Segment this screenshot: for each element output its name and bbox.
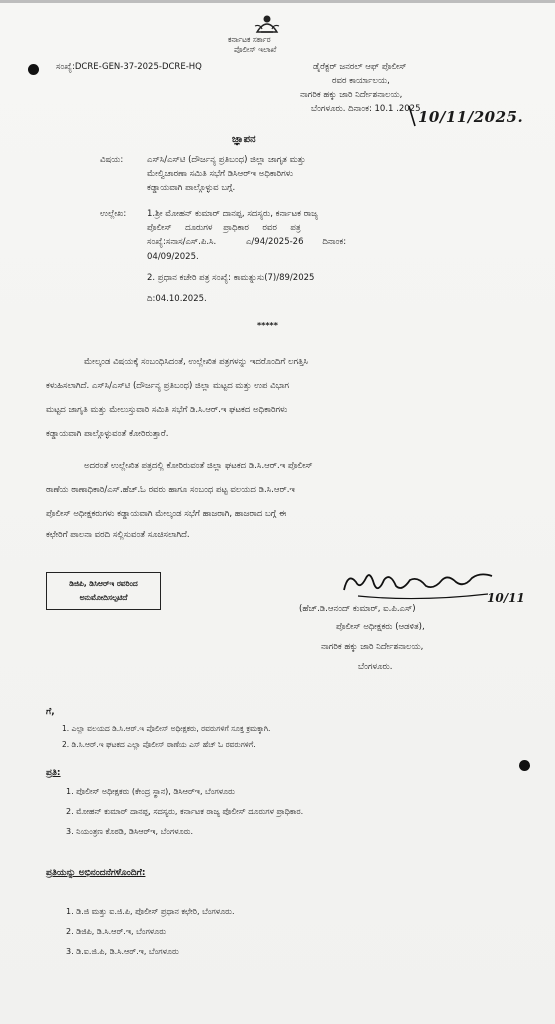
emblem-line1: ಕರ್ನಾಟಕ ಸರ್ಕಾರ	[228, 35, 271, 44]
body-para1-line3: ಮಟ್ಟದ ಜಾಗೃತಿ ಮತ್ತು ಮೇಲುಸ್ತುವಾರಿ ಸಮಿತಿ ಸಭೆಗೆ ಡಿ.ಸಿ.ಆರ್.ಇ ಘಟಕದ ಅಧಿಕಾರಿಗಳು	[46, 405, 288, 415]
copy-item: 3. ನಿಯಂತ್ರಣ ಕೊಠಡಿ, ಡಿಸಿಆರ್‌ಇ, ಬೆಂಗಳೂರು.	[66, 827, 194, 836]
reference-item2-line2: ದಿ:04.10.2025.	[147, 294, 207, 304]
copy-item: 2. ಮೋಹನ್ ಕುಮಾರ್ ದಾನಪ್ಪ, ಸದಸ್ಯರು, ಕರ್ನಾಟಕ ರಾಜ್ಯ ಪೊಲೀಸ್ ದೂರುಗಳ ಪ್ರಾಧಿಕಾರ.	[66, 807, 304, 816]
body-para1-line1: ಮೇಲ್ಕಂಡ ವಿಷಯಕ್ಕೆ ಸಂಬಂಧಿಸಿದಂತೆ, ಉಲ್ಲೇಖಿತ ಪತ್ರಗಳನ್ನು ಇದರೊಂದಿಗೆ ಲಗತ್ತಿಸಿ	[84, 357, 308, 367]
signature-initials: 10/11	[487, 591, 525, 605]
office-line2: ರವರ ಕಾರ್ಯಾಲಯ,	[332, 76, 390, 86]
handwritten-mark	[406, 104, 418, 128]
body-para2-line1: ಅದರಂತೆ ಉಲ್ಲೇಖಿತ ಪತ್ರದಲ್ಲಿ ಕೋರಿರುವಂತೆ ಜಿಲ್ಲಾ ಘಟಕದ ಡಿ.ಸಿ.ಆರ್.ಇ ಪೊಲೀಸ್	[84, 461, 313, 471]
office-line3: ನಾಗರಿಕ ಹಕ್ಕು ಜಾರಿ ನಿರ್ದೇಶನಾಲಯ,	[300, 90, 403, 100]
body-para1-line4: ಕಡ್ಡಾಯವಾಗಿ ಪಾಲ್ಗೊಳ್ಳುವಂತೆ ಕೋರಿರುತ್ತಾರೆ.	[46, 429, 169, 439]
body-para2-line4: ಕಛೇರಿಗೆ ಪಾಲನಾ ವರದಿ ಸಲ್ಲಿಸುವಂತೆ ಸೂಚಿಸಲಾಗಿದೆ.	[46, 530, 190, 540]
regards-item: 3. ಡಿ.ಐ.ಜಿ.ಪಿ, ಡಿ.ಸಿ.ಆರ್.ಇ, ಬೆಂಗಳೂರು	[66, 947, 179, 956]
handwritten-signature	[338, 566, 498, 606]
reference-number: ಸಂಖ್ಯೆ:DCRE-GEN-37-2025-DCRE-HQ	[56, 62, 202, 72]
emblem-icon	[252, 14, 282, 36]
punch-hole	[28, 64, 39, 75]
copy-label: ಪ್ರತಿ:	[46, 768, 61, 778]
reference-item1-line2: ಪೊಲೀಸ್ ದೂರುಗಳ ಪ್ರಾಧಿಕಾರ ರವರ ಪತ್ರ	[147, 223, 301, 233]
regards-label: ಪ್ರತಿಯನ್ನು ಅಭಿನಂದನೆಗಳೊಂದಿಗೆ:	[46, 868, 146, 878]
signatory-name: (ಹೆಚ್.ಡಿ.ಆನಂದ್ ಕುಮಾರ್, ಐ.ಪಿ.ಎಸ್)	[299, 604, 416, 614]
to-item: 2. ಡಿ.ಸಿ.ಆರ್.ಇ ಘಟಕದ ಎಲ್ಲಾ ಪೊಲೀಸ್ ಠಾಣೆಯ ಎಸ್ ಹೆಚ್ ಓ ರವರುಗಳಿಗೆ.	[62, 740, 256, 749]
subject-line3: ಕಡ್ಡಾಯವಾಗಿ ಪಾಲ್ಗೊಳ್ಳುವ ಬಗ್ಗೆ.	[147, 183, 236, 193]
subject-label: ವಿಷಯ:	[100, 155, 124, 165]
reference-item1-line3: ಸಂಖ್ಯೆ:ಸನಾಸ/ಎಸ್.ಪಿ.ಸಿ. ಎ/94/2025-26 ದಿನಾಂಕ:	[147, 237, 347, 247]
body-para2-line3: ಪೊಲೀಸ್ ಅಧೀಕ್ಷಕರುಗಳು ಕಡ್ಡಾಯವಾಗಿ ಮೇಲ್ಕಂಡ ಸಭೆಗೆ ಹಾಜರಾಗಿ, ಹಾಜರಾದ ಬಗ್ಗೆ ಈ	[46, 509, 287, 519]
office-line4: ಬೆಂಗಳೂರು. ದಿನಾಂಕ: 10.1 .2025	[311, 104, 421, 114]
signatory-designation: ಪೊಲೀಸ್ ಅಧೀಕ್ಷಕರು (ಆಡಳಿತ),	[336, 622, 425, 632]
office-line1: ಡೈರೆಕ್ಟರ್ ಜನರಲ್ ಆಫ್ ಪೊಲೀಸ್	[313, 62, 407, 72]
regards-item: 2. ಡಿಜಿಪಿ, ಡಿ.ಸಿ.ಆರ್.ಇ, ಬೆಂಗಳೂರು	[66, 927, 166, 936]
reference-item1-line1: 1.ಶ್ರೀ ಮೋಹನ್ ಕುಮಾರ್ ದಾನಪ್ಪ, ಸದಸ್ಯರು, ಕರ್ನಾಟಕ ರಾಜ್ಯ	[147, 209, 319, 219]
separator: *****	[257, 321, 278, 330]
subject-line1: ಎಸ್‌ಸಿ/ಎಸ್‌ಟಿ (ದೌರ್ಜನ್ಯ ಪ್ರತಿಬಂಧ) ಜಿಲ್ಲಾ ಜಾಗೃತ ಮತ್ತು	[147, 155, 306, 165]
copy-item: 1. ಪೊಲೀಸ್ ಅಧೀಕ್ಷಕರು (ಕೇಂದ್ರ ಸ್ಥಾನ), ಡಿಸಿಆರ್‌ಇ, ಬೆಂಗಳೂರು	[66, 787, 235, 796]
to-label: ಗೆ,	[46, 707, 55, 717]
reference-item1-line4: 04/09/2025.	[147, 252, 199, 262]
to-item: 1. ಎಲ್ಲಾ ವಲಯದ ಡಿ.ಸಿ.ಆರ್.ಇ ಪೊಲೀಸ್ ಅಧೀಕ್ಷಕರು, ರವರುಗಳಿಗೆ ಸೂಕ್ತ ಕ್ರಮಕ್ಕಾಗಿ.	[62, 724, 271, 733]
body-para2-line2: ಠಾಣೆಯ ಠಾಣಾಧಿಕಾರಿ/ಎಸ್.ಹೆಚ್.ಓ ರವರು ಹಾಗೂ ಸಂಬಂಧ ಪಟ್ಟ ವಲಯದ ಡಿ.ಸಿ.ಆರ್.ಇ	[46, 485, 295, 495]
reference-item2-line1: 2. ಪ್ರಧಾನ ಕಚೇರಿ ಪತ್ರ ಸಂಖ್ಯೆ: ಕಾಮತ್ನುಸು(7)/89/2025	[147, 273, 315, 283]
approval-stamp	[46, 572, 161, 610]
handwritten-date: 10/11/2025.	[418, 108, 524, 126]
page-title: ಜ್ಞಾಪನ	[232, 134, 256, 145]
emblem-line2: ಪೊಲೀಸ್ ಇಲಾಖೆ	[234, 45, 277, 54]
reference-label: ಉಲ್ಲೇಖ:	[100, 209, 127, 219]
body-para1-line2: ಕಳುಹಿಸಲಾಗಿದೆ. ಎಸ್‌ಸಿ/ಎಸ್‌ಟಿ (ದೌರ್ಜನ್ಯ ಪ್ರತಿಬಂಧ) ಜಿಲ್ಲಾ ಮಟ್ಟದ ಮತ್ತು ಉಪ ವಿಭಾಗ	[46, 381, 290, 391]
regards-item: 1. ಡಿ.ಜಿ ಮತ್ತು ಐ.ಜಿ.ಪಿ, ಪೊಲೀಸ್ ಪ್ರಧಾನ ಕಛೇರಿ, ಬೆಂಗಳೂರು.	[66, 907, 235, 916]
approval-stamp-line2: ಅನುಮೋದಿಸಲ್ಪಟಿದೆ	[79, 593, 128, 602]
signatory-city: ಬೆಂಗಳೂರು.	[358, 662, 393, 672]
punch-hole	[519, 760, 530, 771]
scan-edge	[0, 0, 555, 3]
signatory-office: ನಾಗರಿಕ ಹಕ್ಕು ಜಾರಿ ನಿರ್ದೇಶನಾಲಯ,	[321, 642, 424, 652]
subject-line2: ಮೇಲ್ವಿಚಾರಣಾ ಸಮಿತಿ ಸಭೆಗೆ ಡಿಸಿಆರ್‌ಇ ಅಧಿಕಾರಿಗಳು	[147, 169, 294, 179]
approval-stamp-line1: ಡಿಜಿಪಿ, ಡಿಸಿಆರ್‌ಇ ರವರಿಂದ	[69, 579, 138, 588]
